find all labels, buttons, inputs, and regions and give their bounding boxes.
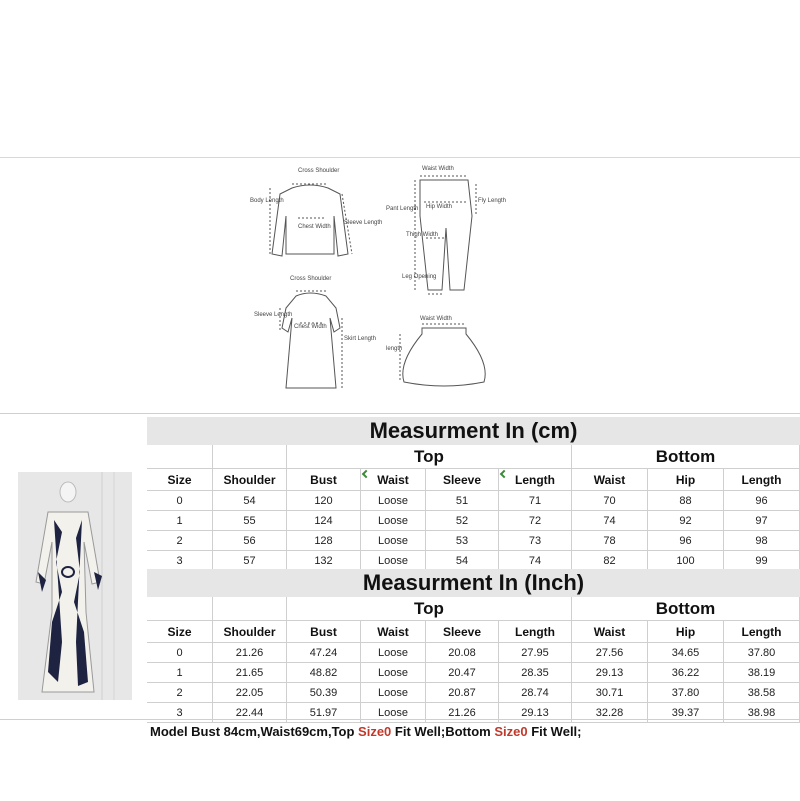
- cell-bust: 124: [287, 511, 361, 531]
- cell-sleeve: 20.08: [426, 643, 499, 663]
- cell-sleeve: 20.87: [426, 683, 499, 703]
- cell-bottom-length: 38.58: [724, 683, 800, 703]
- label-pants-fly-length: Fly Length: [478, 198, 507, 204]
- cell-bottom-waist: 82: [572, 551, 648, 571]
- cell-bottom-length: 38.19: [724, 663, 800, 683]
- cell-hip: 36.22: [648, 663, 724, 683]
- cell-shoulder: 22.05: [213, 683, 287, 703]
- label-pants-hip-width: Hip Width: [426, 204, 453, 210]
- cell-bottom-length: 98: [724, 531, 800, 551]
- cell-length: 28.35: [499, 663, 572, 683]
- cell-bottom-waist: 29.13: [572, 663, 648, 683]
- note-text-3: Fit Well;: [527, 724, 582, 739]
- cell-size: 3: [147, 703, 213, 723]
- cell-sleeve: 54: [426, 551, 499, 571]
- header-waist-label: Waist: [377, 472, 409, 487]
- cell-shoulder: 56: [213, 531, 287, 551]
- cell-waist: Loose: [361, 643, 426, 663]
- cell-shoulder: 22.44: [213, 703, 287, 723]
- header-shoulder: Shoulder: [213, 469, 287, 491]
- cell-shoulder: 21.26: [213, 643, 287, 663]
- table-row: [147, 663, 800, 683]
- cell-length: 29.13: [499, 703, 572, 723]
- cell-sleeve: 20.47: [426, 663, 499, 683]
- cell-bottom-length: 97: [724, 511, 800, 531]
- cell-hip: 88: [648, 491, 724, 511]
- cell-length: 28.74: [499, 683, 572, 703]
- cell-waist: Loose: [361, 551, 426, 571]
- cm-table-title: Measurment In (cm): [147, 417, 800, 445]
- label-dress-sleeve-length: Sleeve Length: [254, 312, 293, 318]
- cell-size: 2: [147, 683, 213, 703]
- cell-bust: 50.39: [287, 683, 361, 703]
- group-spacer: [147, 597, 213, 621]
- header-waist: Waist: [361, 621, 426, 643]
- header-waist: [361, 469, 426, 491]
- label-top-chest-width: Chest Width: [298, 224, 331, 230]
- table-row: [147, 683, 800, 703]
- label-skirt-length: length: [386, 346, 403, 352]
- header-shoulder: Shoulder: [213, 621, 287, 643]
- table-row: [147, 551, 800, 571]
- header-length-label: Length: [515, 472, 555, 487]
- label-pants-thigh-width: Thigh Width: [406, 232, 439, 238]
- cell-waist: Loose: [361, 703, 426, 723]
- label-dress-chest-width: Chest Width: [294, 324, 327, 330]
- cell-bottom-length: 99: [724, 551, 800, 571]
- cell-bust: 47.24: [287, 643, 361, 663]
- cell-bottom-length: 38.98: [724, 703, 800, 723]
- header-bust: Bust: [287, 469, 361, 491]
- label-top-body-length: Body Length: [250, 198, 284, 204]
- model-photo: [18, 472, 132, 700]
- divider: [0, 719, 800, 720]
- cell-bottom-waist: 27.56: [572, 643, 648, 663]
- header-length: [499, 469, 572, 491]
- cell-marker-icon: [362, 470, 370, 478]
- cell-sleeve: 52: [426, 511, 499, 531]
- header-length: Length: [499, 621, 572, 643]
- cell-sleeve: 53: [426, 531, 499, 551]
- table-row: [147, 643, 800, 663]
- header-bust: Bust: [287, 621, 361, 643]
- header-size: Size: [147, 621, 213, 643]
- cell-length: 27.95: [499, 643, 572, 663]
- cell-sleeve: 21.26: [426, 703, 499, 723]
- label-pants-waist-width: Waist Width: [422, 166, 454, 172]
- group-bottom-label: Bottom: [572, 597, 800, 621]
- cell-bottom-waist: 30.71: [572, 683, 648, 703]
- group-top-label: Top: [287, 597, 572, 621]
- cell-bust: 132: [287, 551, 361, 571]
- inch-size-table: [147, 569, 800, 723]
- label-top-sleeve-length: Sleeve Length: [344, 220, 383, 226]
- cell-hip: 100: [648, 551, 724, 571]
- cell-bottom-waist: 70: [572, 491, 648, 511]
- cell-waist: Loose: [361, 531, 426, 551]
- label-dress-cross-shoulder: Cross Shoulder: [290, 276, 332, 282]
- inch-table-title: Measurment In (Inch): [147, 569, 800, 597]
- cell-hip: 92: [648, 511, 724, 531]
- header-hip: Hip: [648, 469, 724, 491]
- cell-size: 1: [147, 663, 213, 683]
- cell-bottom-waist: 32.28: [572, 703, 648, 723]
- header-sleeve: Sleeve: [426, 621, 499, 643]
- model-fit-note: [150, 724, 582, 739]
- cell-sleeve: 51: [426, 491, 499, 511]
- cell-bottom-length: 37.80: [724, 643, 800, 663]
- cell-shoulder: 54: [213, 491, 287, 511]
- cell-waist: Loose: [361, 491, 426, 511]
- cell-bust: 120: [287, 491, 361, 511]
- group-top-label: Top: [287, 445, 572, 469]
- cell-size: 2: [147, 531, 213, 551]
- group-bottom-label: Bottom: [572, 445, 800, 469]
- cell-bottom-length: 96: [724, 491, 800, 511]
- cell-length: 71: [499, 491, 572, 511]
- cell-bottom-waist: 74: [572, 511, 648, 531]
- group-spacer: [147, 445, 213, 469]
- cell-hip: 34.65: [648, 643, 724, 663]
- cell-shoulder: 57: [213, 551, 287, 571]
- inch-table-header-row: [147, 621, 800, 643]
- cell-length: 74: [499, 551, 572, 571]
- header-sleeve: Sleeve: [426, 469, 499, 491]
- header-bottom-waist: Waist: [572, 469, 648, 491]
- label-dress-skirt-length: Skirt Length: [344, 336, 377, 342]
- cell-shoulder: 21.65: [213, 663, 287, 683]
- label-pants-leg-opening: Leg Opening: [402, 274, 437, 280]
- cm-size-table: [147, 417, 800, 571]
- cell-bust: 48.82: [287, 663, 361, 683]
- cell-size: 1: [147, 511, 213, 531]
- cell-hip: 96: [648, 531, 724, 551]
- cell-bust: 128: [287, 531, 361, 551]
- header-size: Size: [147, 469, 213, 491]
- cm-table-body: [147, 491, 800, 571]
- cell-length: 72: [499, 511, 572, 531]
- cm-table-group-row: [147, 445, 800, 469]
- inch-table-body: [147, 643, 800, 723]
- divider: [0, 413, 800, 414]
- group-spacer: [213, 597, 287, 621]
- cell-size: 3: [147, 551, 213, 571]
- label-pants-pant-length: Pant Length: [386, 206, 419, 212]
- note-size-bottom: Size0: [494, 724, 528, 739]
- header-bottom-waist: Waist: [572, 621, 648, 643]
- label-skirt-waist-width: Waist Width: [420, 316, 452, 322]
- table-row: [147, 511, 800, 531]
- note-text-2: Fit Well;Bottom: [391, 724, 495, 739]
- cell-size: 0: [147, 643, 213, 663]
- cell-waist: Loose: [361, 663, 426, 683]
- cell-bust: 51.97: [287, 703, 361, 723]
- label-top-cross-shoulder: Cross Shoulder: [298, 168, 340, 174]
- table-row: [147, 491, 800, 511]
- cell-size: 0: [147, 491, 213, 511]
- garment-sketches: [240, 158, 530, 413]
- cell-hip: 39.37: [648, 703, 724, 723]
- table-row: [147, 531, 800, 551]
- cell-bottom-waist: 78: [572, 531, 648, 551]
- header-hip: Hip: [648, 621, 724, 643]
- group-spacer: [213, 445, 287, 469]
- measurement-diagrams: [240, 158, 530, 413]
- note-text-1: Model Bust 84cm,Waist69cm,Top: [150, 724, 359, 739]
- inch-table-group-row: [147, 597, 800, 621]
- cell-waist: Loose: [361, 511, 426, 531]
- header-bottom-length: Length: [724, 621, 800, 643]
- cell-shoulder: 55: [213, 511, 287, 531]
- model-figure: [18, 472, 132, 700]
- table-row: [147, 703, 800, 723]
- cell-marker-icon: [500, 470, 508, 478]
- header-bottom-length: Length: [724, 469, 800, 491]
- cm-table-header-row: [147, 469, 800, 491]
- cell-hip: 37.80: [648, 683, 724, 703]
- cell-length: 73: [499, 531, 572, 551]
- note-size-top: Size0: [358, 724, 392, 739]
- cell-waist: Loose: [361, 683, 426, 703]
